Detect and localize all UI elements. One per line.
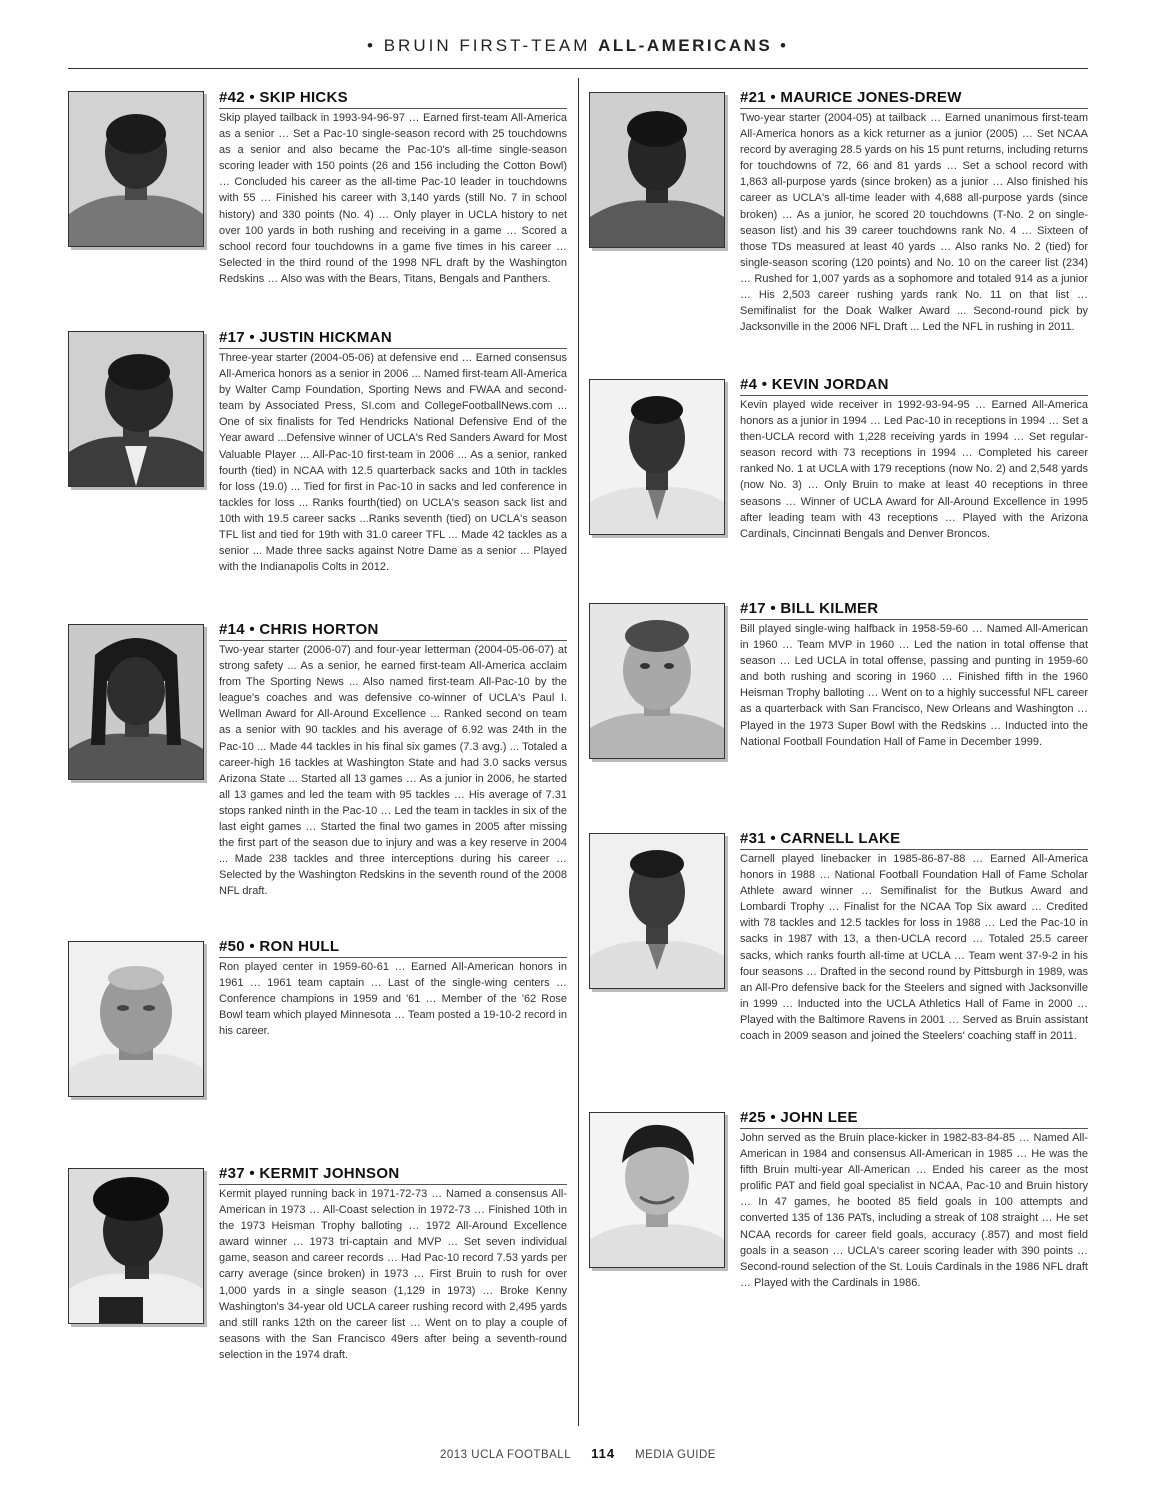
title-rule	[219, 1184, 567, 1185]
title-rule	[219, 348, 567, 349]
title-rule	[219, 108, 567, 109]
title-rule	[740, 619, 1088, 620]
player-bio: Two-year starter (2006-07) and four-year letterman (2004-05-06-07) at strong safety ... As a senior, he earned first-team All-America acclaim from The Sporting News ... Also named first-team All-Pac-10 by the league's coaches and was defensive co-winner of UCLA's Paul I. Wellman Award for All-Around Excellence ... Ranked second on team as a senior with 90 tackles and his average of 6.92 was 24th in the Pac-10 ... Made 44 tackles in his final six games (7.3 avg.) ... Totaled a career-high 16 tackles at Washington State and had 3.0 sacks versus Arizona State ... Started all 13 games … As a junior in 2006, he started all 13 games and led the team with 95 tackles … His average of 7.31 stops ranked ninth in the Pac-10 … Led the team in tackles in six of the last eight games … Started the final two games in 2005 after missing the first part of the season due to injury and was a key reserve in 2004 ... Made 238 tackles and three interceptions during his career … Selected by the Washington Redskins in the seventh round of the 2008 NFL draft.	[219, 644, 567, 898]
player-bio: Two-year starter (2004-05) at tailback … Earned unanimous first-team All-America honors as a kick returner as a junior (2005) … Set NCAA record by averaging 28.5 yards on his 15 punt returns, including returns for touchdowns of 72, 66 and 81 yards … Set a school record with 1,863 all-purpose yards (since broken) as a junior … Also finished his career as UCLA's all-time leader with 4,688 all-purpose yards (since broken) … As a junior, he scored 20 touchdowns (T-No. 2 on single-season list) and his 39 career touchdowns rank No. 4 … Sixteen of those TDs measured at least 40 yards … Also ranks No. 2 (tied) for single-season scoring (120 points) and No. 10 on the career list (234) … Rushed for 1,007 yards as a sophomore and totaled 914 as a junior … His 2,503 career rushing yards rank No. 11 on that list … Semifinalist for the Doak Walker Award ... Second-round pick by Jacksonville in the 2006 NFL Draft ... Led the NFL in rushing in 2011.	[740, 112, 1088, 334]
title-rule	[219, 957, 567, 958]
player-bio: Skip played tailback in 1993-94-96-97 … Earned first-team All-America as a senior … Set a Pac-10 single-season record with 25 touchdowns as a senior and also became the Pac-10's all-time single-season scoring leader with 150 points (26 and 156 including the Cotton Bowl) … Concluded his career as the all-time Pac-10 leader in touchdowns with 55 … Finished his career with 3,140 yards (still No. 7 in school history) and 330 points (No. 4) … Only player in UCLA history to net over 100 yards in both rushing and receiving in a game … Scored a school record four touchdowns in a game five times in his career … Selected in the third round of the 1998 NFL draft by the Washington Redskins … Also was with the Bears, Titans, Bengals and Panthers.	[219, 112, 567, 285]
player-bio: Bill played single-wing halfback in 1958-59-60 … Named All-American in 1960 … Team MVP in 1960 … Led the nation in total offense that season … Led UCLA in total offense, passing and punting in 1959-60 and both rushing and scoring in 1960 … Finished fifth in the 1960 Heisman Trophy balloting … Went on to a highly successful NFL career as a quarterback with San Francisco, New Orleans and Washington … Played in the 1973 Super Bowl with the Redskins … Inducted into the National Football Foundation Hall of Fame in December 1999.	[740, 623, 1088, 748]
player-title: #37 • KERMIT JOHNSON	[219, 1165, 400, 1182]
player-photo	[68, 941, 204, 1097]
page-number: 114	[591, 1446, 616, 1461]
footer-section: MEDIA GUIDE	[635, 1449, 716, 1461]
player-photo	[589, 379, 725, 535]
player-bio: Kevin played wide receiver in 1992-93-94-95 … Earned All-America honors as a junior in 1994 … Led Pac-10 in receptions in 1994 … Set a then-UCLA record with 1,228 receiving yards in 1994 … Set regular-season record with 73 receptions in 1994 … Completed his career ranked No. 1 at UCLA with 179 receptions (now No. 2) and 2,548 yards (now No. 3) … Only Bruin to make at least 40 receptions in three seasons … Winner of UCLA Award for All-Around Excellence in 1995 after leading team with 43 receptions … Played with the Arizona Cardinals, Cincinnati Bengals and Denver Broncos.	[740, 399, 1088, 540]
header-emphasis: ALL-AMERICANS	[598, 36, 773, 55]
player-photo	[589, 833, 725, 989]
player-photo	[589, 603, 725, 759]
page-footer	[0, 1446, 1156, 1461]
player-bio: Ron played center in 1959-60-61 … Earned All-American honors in 1961 … 1961 team captain … Last of the single-wing centers … Conference champions in 1959 and '61 … Member of the '62 Rose Bowl team which played Minnesota … Team posted a 19-10-2 record in his career.	[219, 961, 567, 1038]
title-rule	[740, 395, 1088, 396]
player-title: #17 • BILL KILMER	[740, 600, 879, 617]
player-photo	[68, 91, 204, 247]
column-divider	[578, 78, 579, 1426]
player-photo	[68, 1168, 204, 1324]
page-header	[68, 36, 1088, 56]
player-title: #50 • RON HULL	[219, 938, 340, 955]
player-bio: Carnell played linebacker in 1985-86-87-88 … Earned All-America honors in 1988 … National Football Foundation Hall of Fame Scholar Athlete award winner … Semifinalist for the Butkus Award and Lombardi Trophy … Finalist for the NCAA Top Six award … Credited with 78 tackles and 12.5 tackles for loss in 1988 … Led the Pac-10 in sacks in 1987 with 13, a then-UCLA record … Totaled 25.5 career sacks, which ranks fourth all-time at UCLA … Team went 37-9-2 in his four seasons … Drafted in the second round by Pittsburgh in 1989, was an All-Pro defensive back for the Steelers and signed with Jacksonville in 1999 … Inducted into the UCLA Athletics Hall of Fame in 2000 … Played with the Baltimore Ravens in 2001 … Served as Bruin assistant coach in 2009 season and joined the Steelers' coaching staff in 2011.	[740, 853, 1088, 1043]
header-rule	[68, 68, 1088, 69]
player-title: #4 • KEVIN JORDAN	[740, 376, 889, 393]
title-rule	[740, 108, 1088, 109]
player-bio: Three-year starter (2004-05-06) at defensive end … Earned consensus All-America honors as a senior in 2006 ... Named first-team All-America by Walter Camp Foundation, Sporting News and FWAA and second-team by Associated Press, SI.com and CollegeFootballNews.com ... One of six finalists for Ted Hendricks National Defensive End of the Year award ...Defensive winner of UCLA's Red Sanders Award for Most Valuable Player ... All-Pac-10 first-team in 2006 ... As a senior, ranked fourth (tied) in NCAA with 12.5 quarterback sacks and 10th in tackles for loss (19.0) ... Tied for first in Pac-10 in sacks and led conference in tackles for loss ... Ranks fourth(tied) on UCLA's season sack list and 10th with 19.5 career sacks ...Ranks seventh (tied) on UCLA's season TFL list and tied for 19th with 31.0 career TFL ... Made 42 tackles as a senior ... Made three sacks against Notre Dame as a senior ... Played with the Indianapolis Colts in 2012.	[219, 352, 567, 574]
player-photo	[589, 92, 725, 248]
player-bio: John served as the Bruin place-kicker in 1982-83-84-85 … Named All-American in 1984 and consensus All-American in 1985 … He was the fifth Bruin multi-year All-American … Ended his career as the most prolific PAT and field goal specialist in NCAA, Pac-10 and Bruin history … In 47 games, he booted 85 field goals in 100 attempts and converted 135 of 136 PATs, including a streak of 108 straight … He set NCAA records for career field goals, accuracy (.857) and most field goals in a season … UCLA's career scoring leader with 390 points … Second-round selection of the St. Louis Cardinals in the 1986 NFL draft … Played with the Cardinals in 1986.	[740, 1132, 1088, 1289]
player-photo	[68, 331, 204, 487]
player-title: #31 • CARNELL LAKE	[740, 830, 901, 847]
player-title: #25 • JOHN LEE	[740, 1109, 858, 1126]
player-title: #17 • JUSTIN HICKMAN	[219, 329, 392, 346]
player-photo	[589, 1112, 725, 1268]
player-photo	[68, 624, 204, 780]
player-title: #21 • MAURICE JONES-DREW	[740, 89, 962, 106]
player-bio: Kermit played running back in 1971-72-73 … Named a consensus All-American in 1973 … All-Coast selection in 1972-73 … Finished 10th in the 1973 Heisman Trophy balloting … 1972 All-Around Excellence award winner … 1973 tri-captain and MVP … Set seven individual game, season and career records … Had Pac-10 record 7.53 yards per carry average (since broken) in 1973 … First Bruin to rush for over 1,000 yards in a single season (1,129 in 1973) … Broke Kenny Washington's 34-year old UCLA career rushing record with 2,495 yards and still ranks 12th on the career list … Went on to play a couple of seasons with the San Francisco 49ers after being a seventh-round selection in the 1974 draft.	[219, 1188, 567, 1361]
title-rule	[740, 1128, 1088, 1129]
header-prefix: • BRUIN FIRST-TEAM	[367, 36, 599, 55]
player-title: #14 • CHRIS HORTON	[219, 621, 379, 638]
footer-publication: 2013 UCLA FOOTBALL	[440, 1449, 572, 1461]
title-rule	[219, 640, 567, 641]
player-title: #42 • SKIP HICKS	[219, 89, 348, 106]
header-suffix: •	[772, 36, 789, 55]
title-rule	[740, 849, 1088, 850]
